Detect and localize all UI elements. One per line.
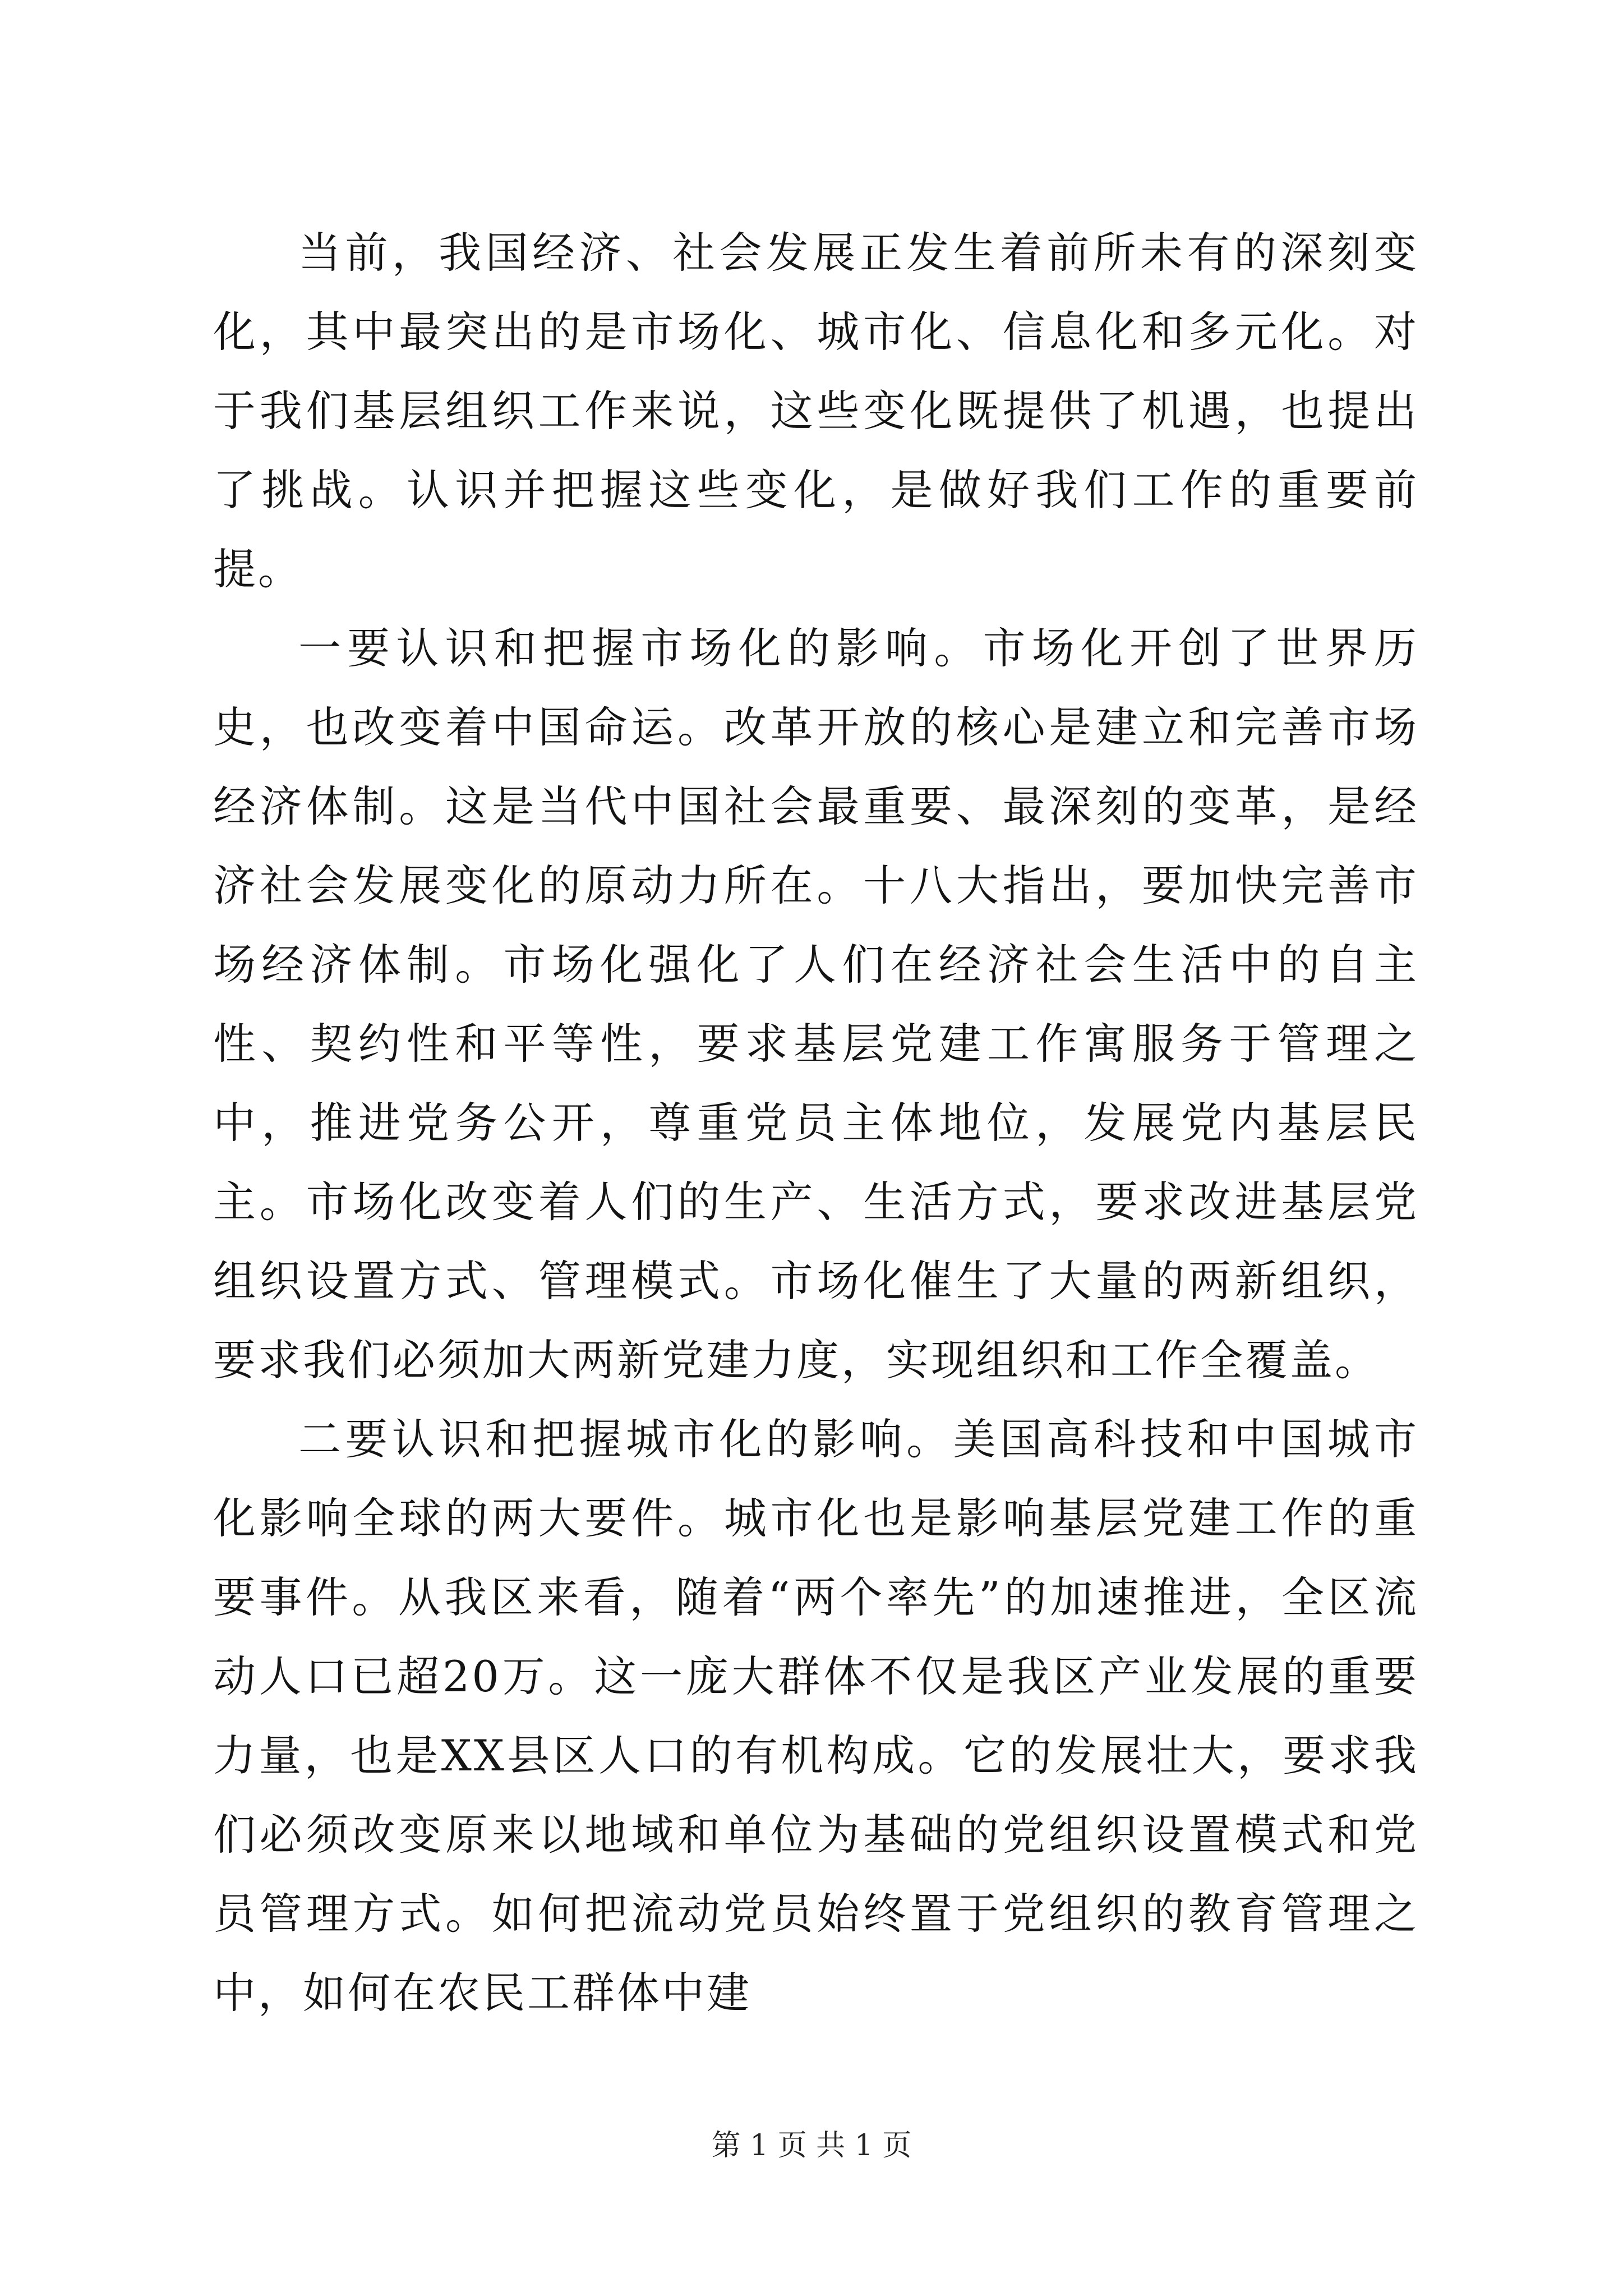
- page-footer: 第 1 页 共 1 页: [711, 2129, 912, 2162]
- document-body: [213, 213, 1419, 2032]
- paragraph-intro: 当前，我国经济、社会发展正发生着前所未有的深刻变化，其中最突出的是市场化、城市化、信息化和多元化。对于我们基层组织工作来说，这些变化既提供了机遇，也提出了挑战。认识并把握这些变化，是做好我们工作的重要前提。: [213, 228, 1419, 594]
- paragraph-marketization: 一要认识和把握市场化的影响。市场化开创了世界历史，也改变着中国命运。改革开放的核心是建立和完善市场经济体制。这是当代中国社会最重要、最深刻的变革，是经济社会发展变化的原动力所在。十八大指出，要加快完善市场经济体制。市场化强化了人们在经济社会生活中的自主性、契约性和平等性，要求基层党建工作寓服务于管理之中，推进党务公开，尊重党员主体地位，发展党内基层民主。市场化改变着人们的生产、生活方式，要求改进基层党组织设置方式、管理模式。市场化催生了大量的两新组织，要求我们必须加大两新党建力度，实现组织和工作全覆盖。: [213, 623, 1419, 1385]
- paragraph-urbanization: 二要认识和把握城市化的影响。美国高科技和中国城市化影响全球的两大要件。城市化也是影响基层党建工作的重要事件。从我区来看，随着“两个率先”的加速推进，全区流动人口已超20万。这一庞大群体不仅是我区产业发展的重要力量，也是XX县区人口的有机构成。它的发展壮大，要求我们必须改变原来以地域和单位为基础的党组织设置模式和党员管理方式。如何把流动党员始终置于党组织的教育管理之中，如何在农民工群体中建: [213, 1414, 1419, 2018]
